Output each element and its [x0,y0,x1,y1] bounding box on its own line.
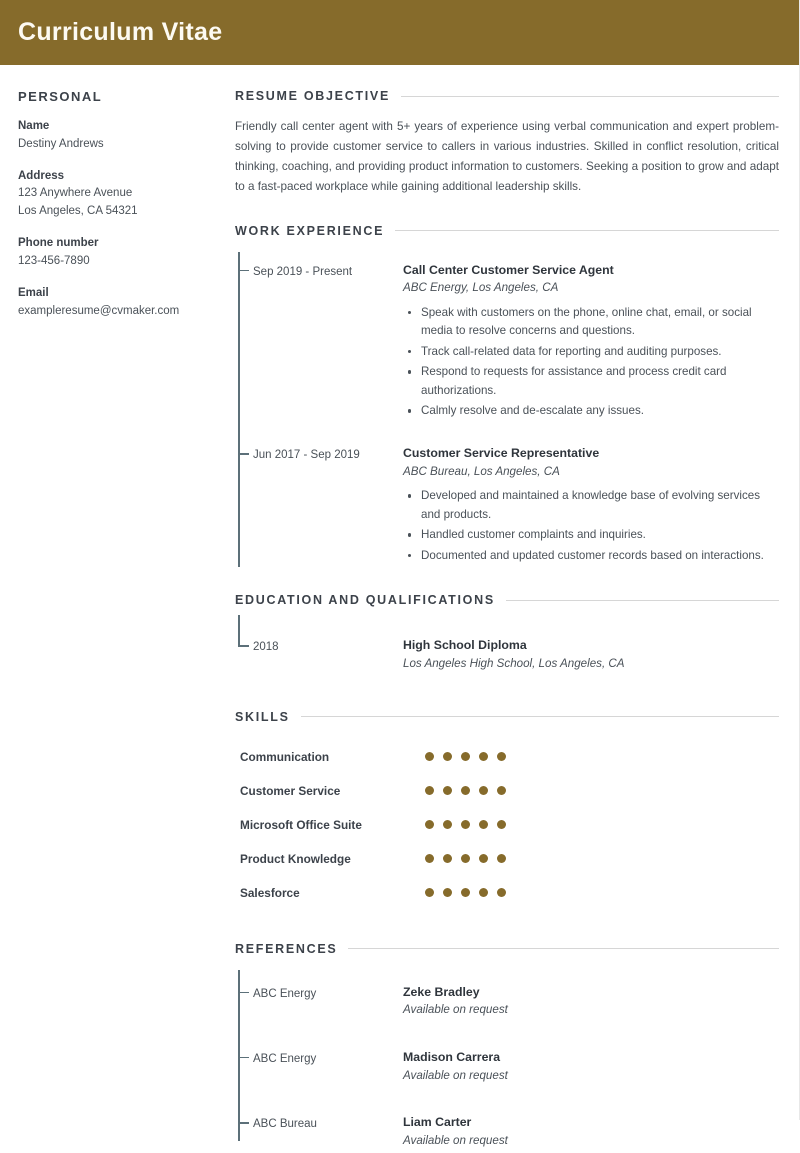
rating-dot-filled [425,786,434,795]
rating-dot-filled [461,888,470,897]
entry-bullet: Respond to requests for assistance and process credit card authorizations. [419,363,779,400]
rating-dot-filled [479,786,488,795]
entry-role: Customer Service Representative [403,446,600,460]
reference-note: Available on request [403,1003,508,1017]
personal-sidebar [0,89,235,1153]
reference-entry [253,1049,779,1084]
section-title: WORK EXPERIENCE [235,223,385,238]
reference-note: Available on request [403,1133,508,1147]
rating-dot-filled [461,854,470,863]
timeline-entry [253,445,779,567]
entry-date: Jun 2017 - Sep 2019 [253,449,360,461]
rating-dot-filled [461,786,470,795]
rating-dot-filled [479,888,488,897]
sidebar-field-value: Los Angeles, CA 54321 [18,205,138,218]
entry-organization: ABC Bureau, Los Angeles, CA [403,464,560,478]
rating-dot-filled [443,752,452,761]
sidebar-field-label: Email [18,286,49,299]
skill-rating [425,854,506,863]
section-work-experience [235,224,779,568]
rating-dot-filled [479,820,488,829]
section-title: EDUCATION AND QUALIFICATIONS [235,593,495,608]
section-header [235,942,779,956]
sidebar-field-label: Address [18,169,65,182]
entry-bullet: Developed and maintained a knowledge base of evolving services and products. [419,487,779,524]
skill-name: Communication [240,749,330,764]
skill-rating [425,752,506,761]
reference-name: Madison Carrera [403,1049,501,1064]
sidebar-field-label: Name [18,120,50,132]
skill-name: Microsoft Office Suite [240,817,362,832]
rating-dot-filled [425,820,434,829]
rating-dot-filled [497,854,506,863]
skill-row [240,818,779,832]
document-header [0,0,799,65]
section-header [235,593,779,607]
reference-entry [253,1114,779,1149]
skill-rating [425,820,506,829]
timeline-entry [253,637,779,679]
rating-dot-filled [425,888,434,897]
rating-dot-filled [443,820,452,829]
entry-bullet: Handled customer complaints and inquiries. [419,526,779,545]
rating-dot-filled [497,786,506,795]
sidebar-heading: PERSONAL [18,89,103,104]
section-header [235,710,779,724]
sidebar-field-label: Phone number [18,237,99,250]
entry-bullet: Speak with customers on the phone, online chat, email, or social media to resolve concerns and questions. [419,304,779,341]
sidebar-field-list [18,118,223,320]
main-column [235,89,799,1153]
skill-rating [425,888,506,897]
rating-dot-filled [479,752,488,761]
entry-body [403,445,779,567]
references-timeline [235,970,779,1150]
entry-organization: Los Angeles High School, Los Angeles, CA [403,657,625,671]
rating-dot-filled [443,786,452,795]
section-title: REFERENCES [235,941,338,956]
entry-body [403,262,779,424]
reference-organization: ABC Energy [253,1052,317,1065]
section-title: RESUME OBJECTIVE [235,89,391,103]
rating-dot-filled [461,752,470,761]
entry-body [403,637,779,679]
section-divider [401,96,779,97]
section-header [235,89,779,103]
sidebar-field-value: 123-456-7890 [18,254,90,267]
section-divider [506,600,779,601]
reference-name: Zeke Bradley [403,984,480,999]
rating-dot-filled [425,854,434,863]
work-timeline [235,252,779,568]
skill-rating [425,786,506,795]
section-skills [235,710,779,900]
section-title: SKILLS [235,709,290,724]
sidebar-field [18,235,223,271]
skill-row [240,886,779,900]
objective-text: Friendly call center agent with 5+ years of experience using verbal communication and expert problem-solving to provide customer service to callers in various industries. Skilled in conflict resolution, critical thinking, coaching, and providing product information to customers. Seeking a position to grow and adapt to a fast-paced workplace while gaining additional leadership skills. [235,120,779,194]
entry-role: High School Diploma [403,638,527,653]
section-divider [301,716,779,717]
rating-dot-filled [443,854,452,863]
spacer [235,571,779,593]
skill-name: Salesforce [240,885,300,900]
sidebar-field-value: Destiny Andrews [18,137,104,150]
skill-row [240,852,779,866]
entry-bullet: Documented and updated customer records based on interactions. [419,547,779,566]
education-timeline [235,621,779,679]
reference-organization: ABC Energy [253,987,317,1000]
sidebar-field [18,285,223,321]
document-body [0,65,799,1153]
rating-dot-filled [479,854,488,863]
entry-bullet: Calmly resolve and de-escalate any issues. [419,402,779,421]
sidebar-field-value: 123 Anywhere Avenue [18,187,133,200]
rating-dot-filled [461,820,470,829]
rating-dot-filled [497,820,506,829]
section-header [235,224,779,238]
sidebar-field [18,168,223,221]
entry-bullet-list [403,304,779,421]
rating-dot-filled [497,752,506,761]
skill-row [240,750,779,764]
skills-list [235,738,779,900]
entry-date: 2018 [253,641,279,654]
reference-note: Available on request [403,1068,508,1082]
rating-dot-filled [497,888,506,897]
entry-bullet: Track call-related data for reporting and auditing purposes. [419,343,779,362]
reference-body [403,1114,779,1149]
skill-name: Product Knowledge [240,851,351,866]
entry-date: Sep 2019 - Present [253,265,353,278]
skill-name: Customer Service [240,783,341,798]
entry-organization: ABC Energy, Los Angeles, CA [403,281,559,295]
entry-role: Call Center Customer Service Agent [403,262,614,277]
reference-body [403,1049,779,1084]
reference-name: Liam Carter [403,1115,472,1130]
section-education [235,593,779,679]
reference-organization: ABC Bureau [253,1118,317,1131]
page-title: Curriculum Vitae [18,18,223,46]
spacer [235,920,779,942]
sidebar-field [18,118,223,154]
section-divider [348,948,779,949]
section-divider [395,230,779,231]
reference-body [403,984,779,1019]
timeline-entry [253,262,779,424]
section-resume-objective [235,89,779,198]
sidebar-field-value: exampleresume@cvmaker.com [18,304,180,317]
skill-row [240,784,779,798]
rating-dot-filled [425,752,434,761]
reference-entry [253,984,779,1019]
spacer [235,688,779,710]
rating-dot-filled [443,888,452,897]
entry-bullet-list [403,487,779,565]
section-references [235,942,779,1150]
